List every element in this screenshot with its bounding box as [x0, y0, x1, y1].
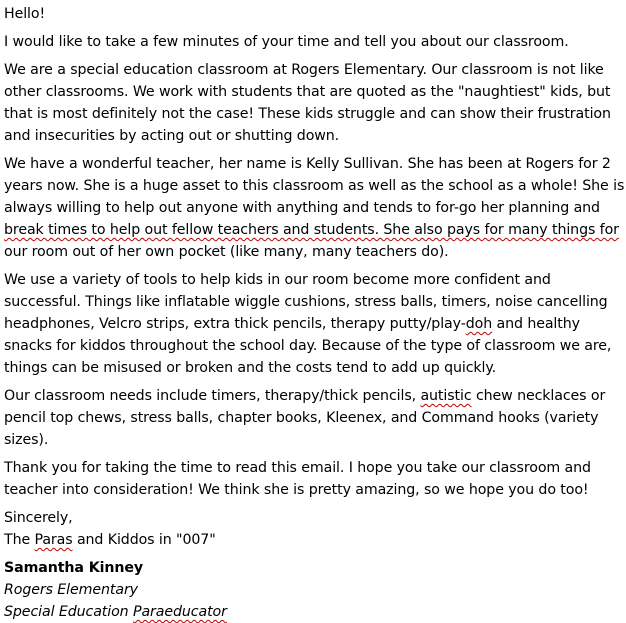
signature-block [4, 557, 622, 623]
spellcheck-flag-word[interactable]: break times to help out fellow teachers and students. She also pays for many things for [4, 222, 619, 238]
text-line: We use a variety of tools to help kids in our room become more confident and [4, 272, 551, 288]
text-line: pencil top chews, stress balls, chapter books, Kleenex, and Command hooks (variety [4, 410, 599, 426]
text-line: years now. She is a huge asset to this classroom as well as the school as a whole! She is [4, 178, 625, 194]
text-line: snacks for kiddos throughout the school day. Because of the type of classroom we are, [4, 338, 612, 354]
paragraph-teacher [4, 153, 625, 263]
paragraph-classroom [4, 59, 622, 147]
spellcheck-flag-word[interactable]: Paraeducator [132, 604, 227, 620]
spellcheck-flag-word[interactable]: doh [465, 316, 493, 332]
paragraph-needs [4, 385, 622, 451]
signature-school: Rogers Elementary [4, 582, 138, 598]
signoff-line [4, 529, 622, 551]
text-fragment: headphones, Velcro strips, extra thick pencils, therapy putty/play- [4, 316, 466, 332]
spellcheck-flag-word[interactable]: Paras [34, 532, 73, 548]
text-line [4, 313, 622, 335]
text-line [4, 385, 622, 407]
text-fragment: and healthy [492, 316, 580, 332]
text-line: things can be misused or broken and the costs tend to add up quickly. [4, 360, 497, 376]
closing-block [4, 507, 622, 551]
text-line: and insecurities by acting out or shutting down. [4, 128, 340, 144]
text-line: We are a special education classroom at Rogers Elementary. Our classroom is not like [4, 62, 604, 78]
paragraph-thanks [4, 457, 622, 501]
text-fragment: Special Education [4, 604, 133, 620]
intro-line: I would like to take a few minutes of your time and tell you about our classroom. [4, 34, 569, 50]
closing-line: Sincerely, [4, 510, 73, 526]
signature-title [4, 601, 622, 623]
text-line: that is most definitely not the case! These kids struggle and can show their frustration [4, 106, 611, 122]
text-line: other classrooms. We work with students that are quoted as the "naughtiest" kids, but [4, 84, 611, 100]
text-line [4, 219, 622, 241]
spellcheck-flag-word[interactable]: autistic [420, 388, 472, 404]
text-fragment: and Kiddos in "007" [72, 532, 216, 548]
text-line: our room out of her own pocket (like many, many teachers do). [4, 244, 449, 260]
signature-name: Samantha Kinney [4, 560, 144, 576]
paragraph-tools [4, 269, 622, 379]
text-line: sizes). [4, 432, 49, 448]
text-line: teacher into consideration! We think she is pretty amazing, so we hope you do too! [4, 482, 589, 498]
text-line: successful. Things like inflatable wiggle cushions, stress balls, timers, noise cancelling [4, 294, 608, 310]
text-line: Thank you for taking the time to read this email. I hope you take our classroom and [4, 460, 591, 476]
text-fragment: chew necklaces or [471, 388, 606, 404]
text-line: We have a wonderful teacher, her name is Kelly Sullivan. She has been at Rogers for 2 [4, 156, 611, 172]
text-fragment: Our classroom needs include timers, therapy/thick pencils, [4, 388, 421, 404]
text-line: always willing to help out anyone with anything and tends to for-go her planning and [4, 200, 600, 216]
text-fragment: The [4, 532, 35, 548]
greeting: Hello! [4, 6, 46, 22]
